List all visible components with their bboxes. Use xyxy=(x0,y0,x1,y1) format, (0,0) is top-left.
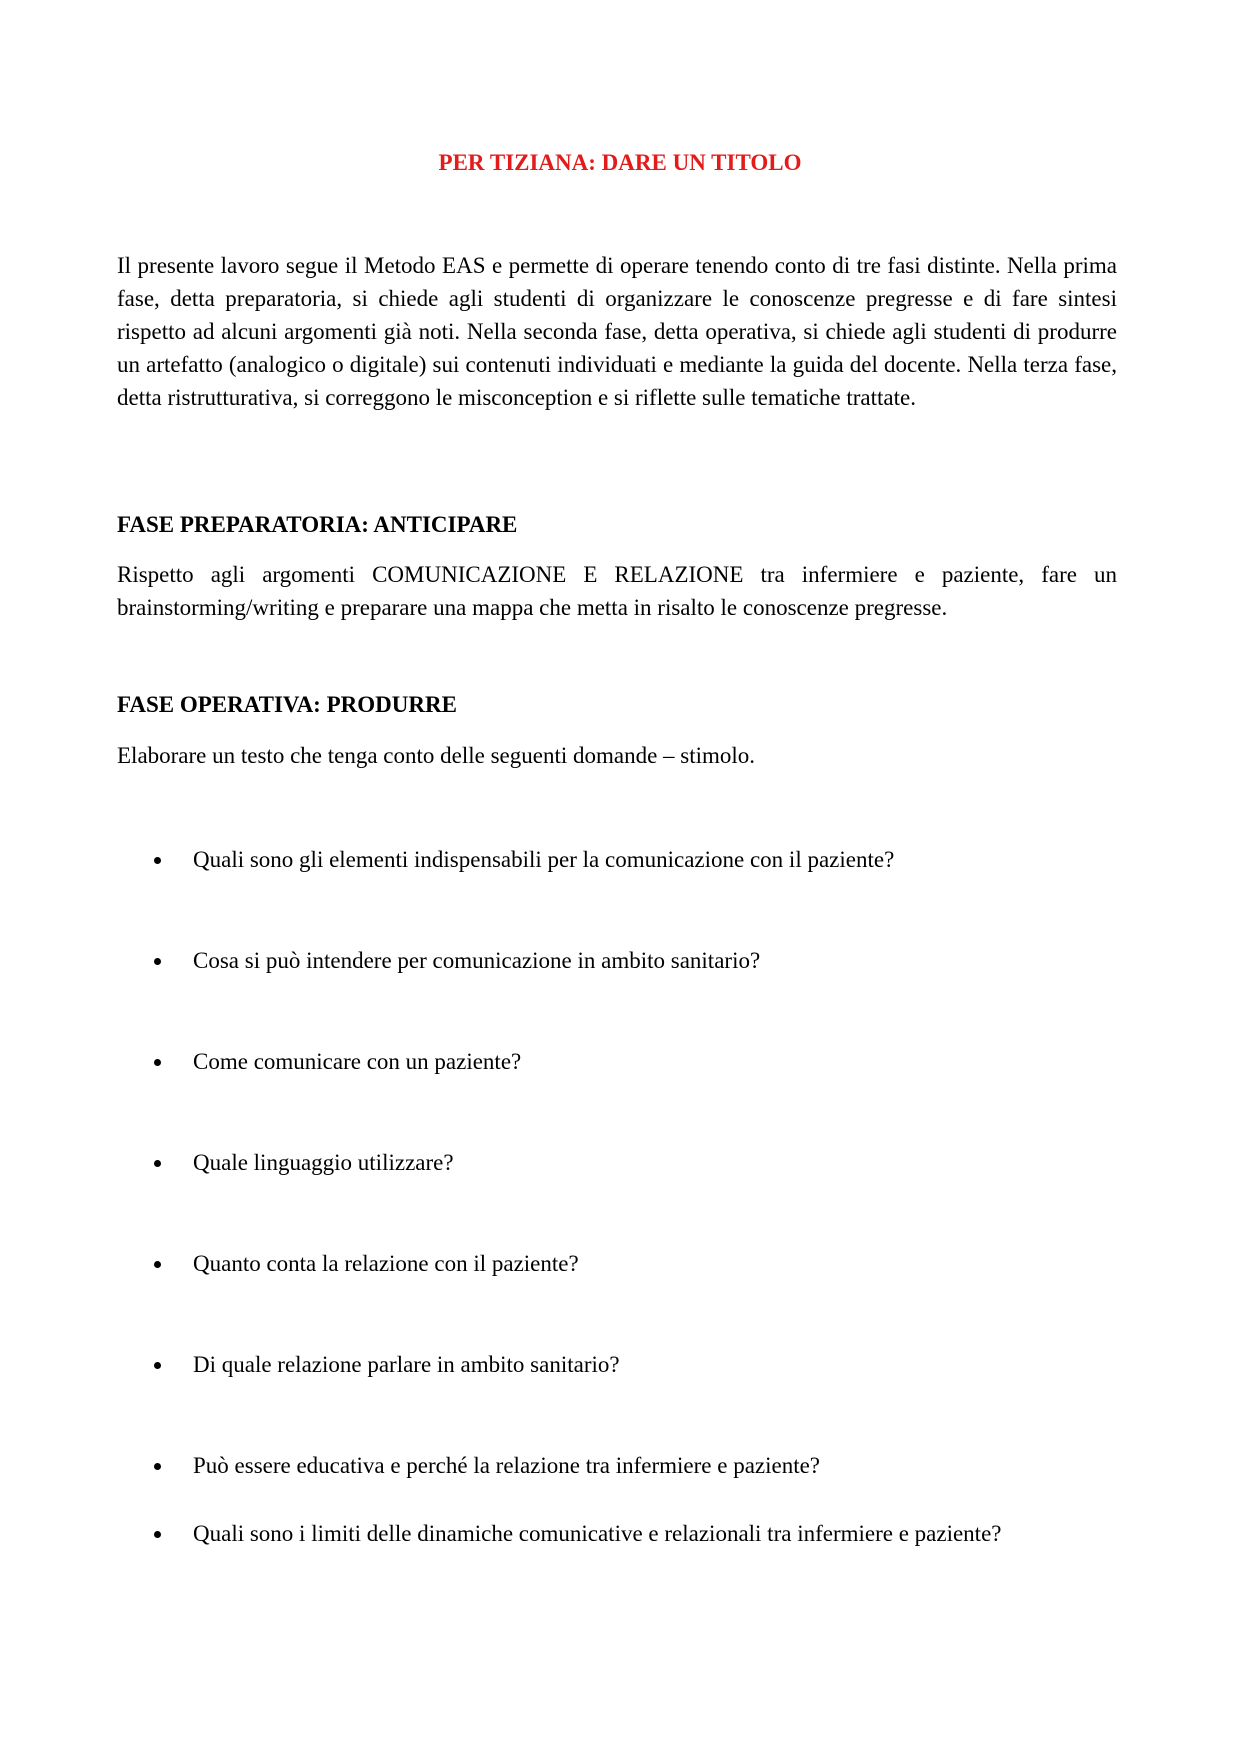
question-text: Come comunicare con un paziente? xyxy=(193,1049,522,1074)
bullet-icon xyxy=(154,857,161,864)
bullet-icon xyxy=(154,958,161,965)
question-text: Quali sono gli elementi indispensabili per la comunicazione con il paziente? xyxy=(193,847,895,872)
section-text-preparatoria: Rispetto agli argomenti COMUNICAZIONE E RELAZIONE tra infermiere e paziente, fare un brainstorming/writing e preparare una mappa che metta in risalto le conoscenze pregresse. xyxy=(117,562,1117,620)
question-text: Cosa si può intendere per comunicazione in ambito sanitario? xyxy=(193,948,761,973)
section-heading-preparatoria: FASE PREPARATORIA: ANTICIPARE xyxy=(117,512,518,537)
intro-paragraph: Il presente lavoro segue il Metodo EAS e permette di operare tenendo conto di tre fasi distinte. Nella prima fase, detta preparatoria, si chiede agli studenti di organizzare le conoscenze pregresse e di fare sintesi rispetto ad alcuni argomenti già noti. Nella seconda fase, detta operativa, si chiede agli studenti di produrre un artefatto (analogico o digitale) sui contenuti individuati e mediante la guida del docente. Nella terza fase, detta ristrutturativa, si correggono le misconception e si riflette sulle tematiche trattate. xyxy=(117,253,1117,410)
bullet-icon xyxy=(154,1160,161,1167)
bullet-icon xyxy=(154,1059,161,1066)
bullet-icon xyxy=(154,1531,161,1538)
bullet-icon xyxy=(154,1261,161,1268)
bullet-icon xyxy=(154,1463,161,1470)
section-text-operativa: Elaborare un testo che tenga conto delle seguenti domande – stimolo. xyxy=(117,743,756,768)
section-heading-operativa: FASE OPERATIVA: PRODURRE xyxy=(117,692,457,717)
question-text: Di quale relazione parlare in ambito sanitario? xyxy=(193,1352,620,1377)
question-text: Quali sono i limiti delle dinamiche comunicative e relazionali tra infermiere e paziente? xyxy=(193,1521,1002,1546)
question-text: Può essere educativa e perché la relazione tra infermiere e paziente? xyxy=(193,1453,821,1478)
bullet-icon xyxy=(154,1362,161,1369)
document-title: PER TIZIANA: DARE UN TITOLO xyxy=(438,150,802,175)
question-text: Quale linguaggio utilizzare? xyxy=(193,1150,454,1175)
question-text: Quanto conta la relazione con il paziente? xyxy=(193,1251,579,1276)
